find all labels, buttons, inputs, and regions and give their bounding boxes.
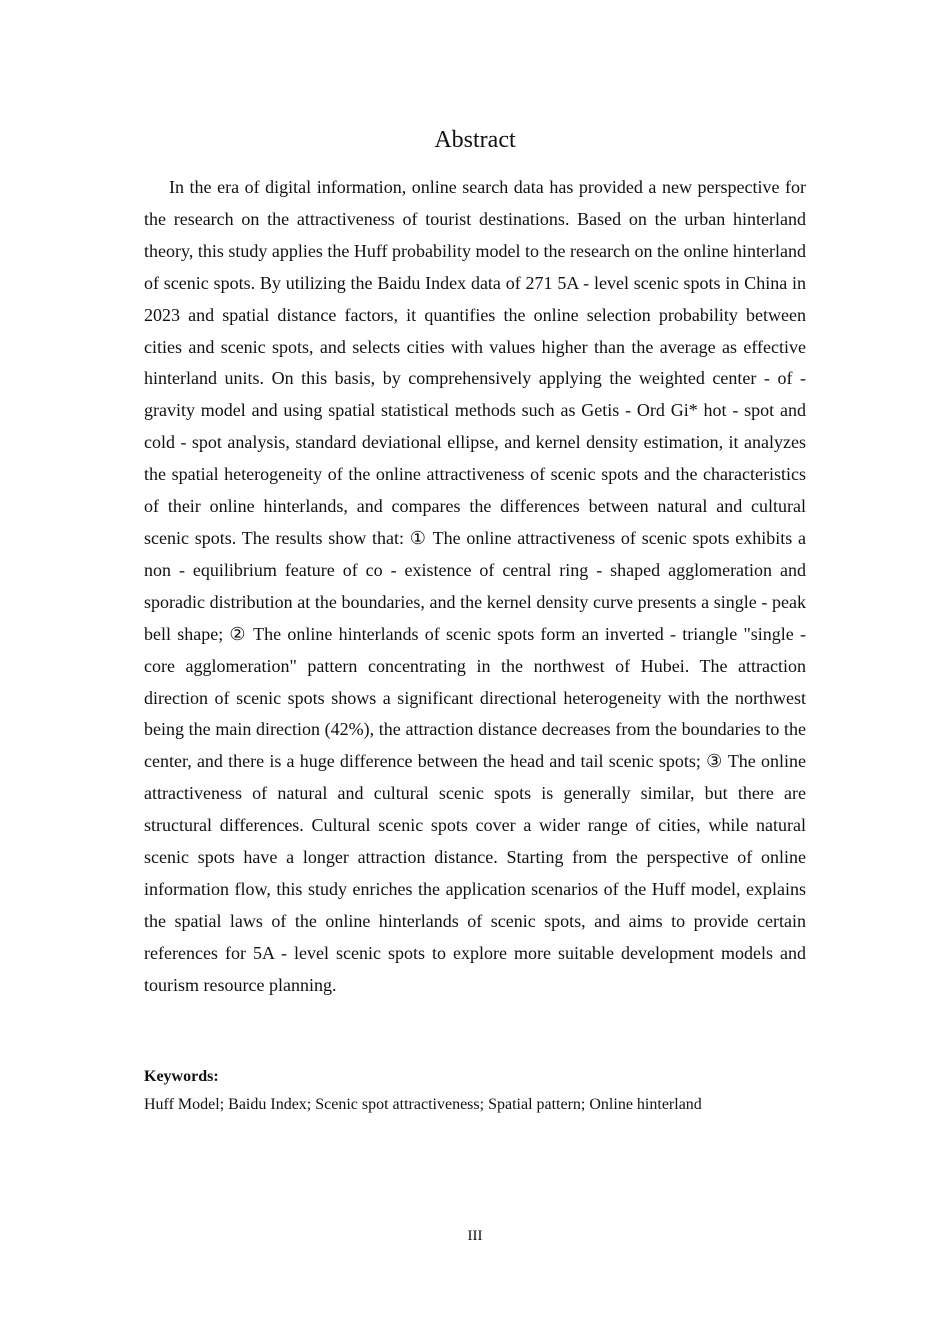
keywords-list: Huff Model; Baidu Index; Scenic spot attractiveness; Spatial pattern; Online hinterland bbox=[144, 1096, 702, 1113]
abstract-body: In the era of digital information, online search data has provided a new perspective for the research on the attractiveness of tourist destinations. Based on the urban hinterland theory, this study applies the Huff probability model to the research on the online hinterland of scenic spots. By utilizing the Baidu Index data of 271 5A - level scenic spots in China in 2023 and spatial distance factors, it quantifies the online selection probability between cities and scenic spots, and selects cities with values higher than the average as effective hinterland units. On this basis, by comprehensively applying the weighted center - of - gravity model and using spatial statistical methods such as Getis - Ord Gi* hot - spot and cold - spot analysis, standard deviational ellipse, and kernel density estimation, it analyzes the spatial heterogeneity of the online attractiveness of scenic spots and the characteristics of their online hinterlands, and compares the differences between natural and cultural scenic spots. The results show that: ① The online attractiveness of scenic spots exhibits a non - equilibrium feature of co - existence of central ring - shaped agglomeration and sporadic distribution at the boundaries, and the kernel density curve presents a single - peak bell shape; ② The online hinterlands of scenic spots form an inverted - triangle "single - core agglomeration" pattern concentrating in the northwest of Hubei. The attraction direction of scenic spots shows a significant directional heterogeneity with the northwest being the main direction (42%), the attraction distance decreases from the boundaries to the center, and there is a huge difference between the head and tail scenic spots; ③ The online attractiveness of natural and cultural scenic spots is generally similar, but there are structural differences. Cultural scenic spots cover a wider range of cities, while natural scenic spots have a longer attraction distance. Starting from the perspective of online information flow, this study enriches the application scenarios of the Huff model, explains the spatial laws of the online hinterlands of scenic spots, and aims to provide certain references for 5A - level scenic spots to explore more suitable development models and tourism resource planning. bbox=[144, 177, 806, 995]
abstract-title: Abstract bbox=[434, 127, 516, 153]
page-number: III bbox=[467, 1228, 483, 1244]
keywords-label: Keywords: bbox=[144, 1068, 219, 1085]
